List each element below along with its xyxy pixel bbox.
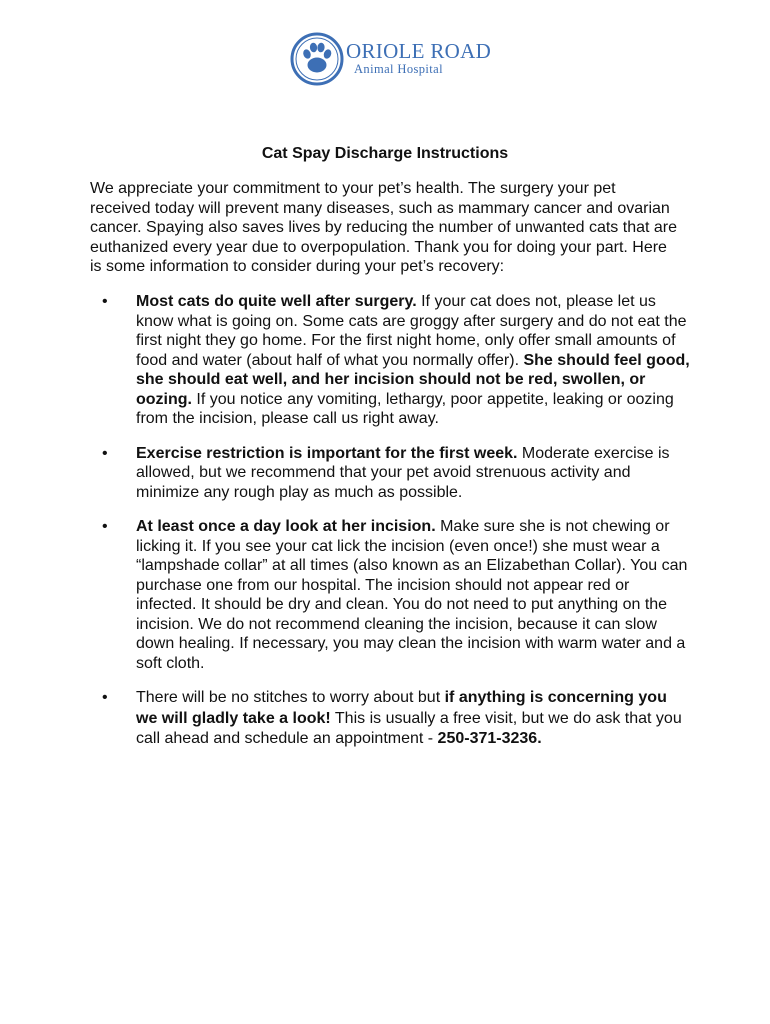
- hospital-logo: [290, 32, 490, 88]
- instruction-item: [90, 517, 690, 673]
- instruction-bold-text: At least once a day look at her incision.: [136, 518, 436, 535]
- instruction-bold-text: Exercise restriction is important for the first week.: [136, 444, 518, 462]
- instruction-bold-text: She should feel good, she should eat well, and her incision should not be red, swollen, or oozing.: [136, 351, 690, 408]
- document-title: Cat Spay Discharge Instructions: [261, 145, 509, 162]
- instruction-bold-text: if anything is concerning you we will gladly take a look!: [136, 689, 667, 727]
- paw-print-icon: [290, 32, 344, 86]
- phone-number: 250-371-3236.: [437, 730, 542, 747]
- instruction-text: Make sure she is not chewing or licking it. If you see your cat lick the incision (even once!) she must wear a “lampshade collar” at all times (also known as an Elizabethan Collar). You can purchase one from our hospital. The incision should not appear red or infected. It should be dry and clean. You do not need to put anything on the incision. We do not recommend cleaning the incision, because it can slow down healing. If necessary, you may clean the incision with warm water and a soft cloth.: [136, 518, 688, 672]
- instruction-item: [90, 292, 690, 429]
- instruction-text: There will be no stitches to worry about but: [136, 689, 445, 706]
- instruction-list: [90, 292, 690, 765]
- bullet-point: •: [102, 293, 108, 310]
- intro-paragraph: We appreciate your commitment to your pet’s health. The surgery your pet received today will prevent many diseases, such as mammary cancer and ovarian cancer. Spaying also saves lives by reducing the number of unwanted cats that are euthanized every year due to overpopulation. Thank you for doing your part. Here is some information to consider during your pet’s recovery:: [90, 180, 678, 275]
- instruction-item: [90, 688, 690, 750]
- logo-name: ORIOLE ROAD: [346, 39, 492, 63]
- bullet-point: •: [102, 689, 108, 706]
- instruction-text: If you notice any vomiting, lethargy, poor appetite, leaking or oozing from the incision, please call us right away.: [136, 390, 674, 427]
- bullet-point: •: [102, 444, 108, 462]
- logo-subtitle: Animal Hospital: [354, 62, 443, 76]
- bullet-point: •: [102, 518, 108, 535]
- instruction-bold-text: Most cats do quite well after surgery.: [136, 293, 417, 310]
- instruction-text: This is usually a free visit, but we do ask that you call ahead and schedule an appointment -: [136, 709, 682, 747]
- instruction-text: If your cat does not, please let us know what is going on. Some cats are groggy after surgery and do not eat the first night they go home. For the first night home, only offer small amounts of food and water (about half of what you normally offer).: [136, 293, 687, 369]
- instruction-text: Moderate exercise is allowed, but we recommend that your pet avoid strenuous activity and minimize any rough play as much as possible.: [136, 444, 670, 501]
- instruction-item: [90, 444, 690, 503]
